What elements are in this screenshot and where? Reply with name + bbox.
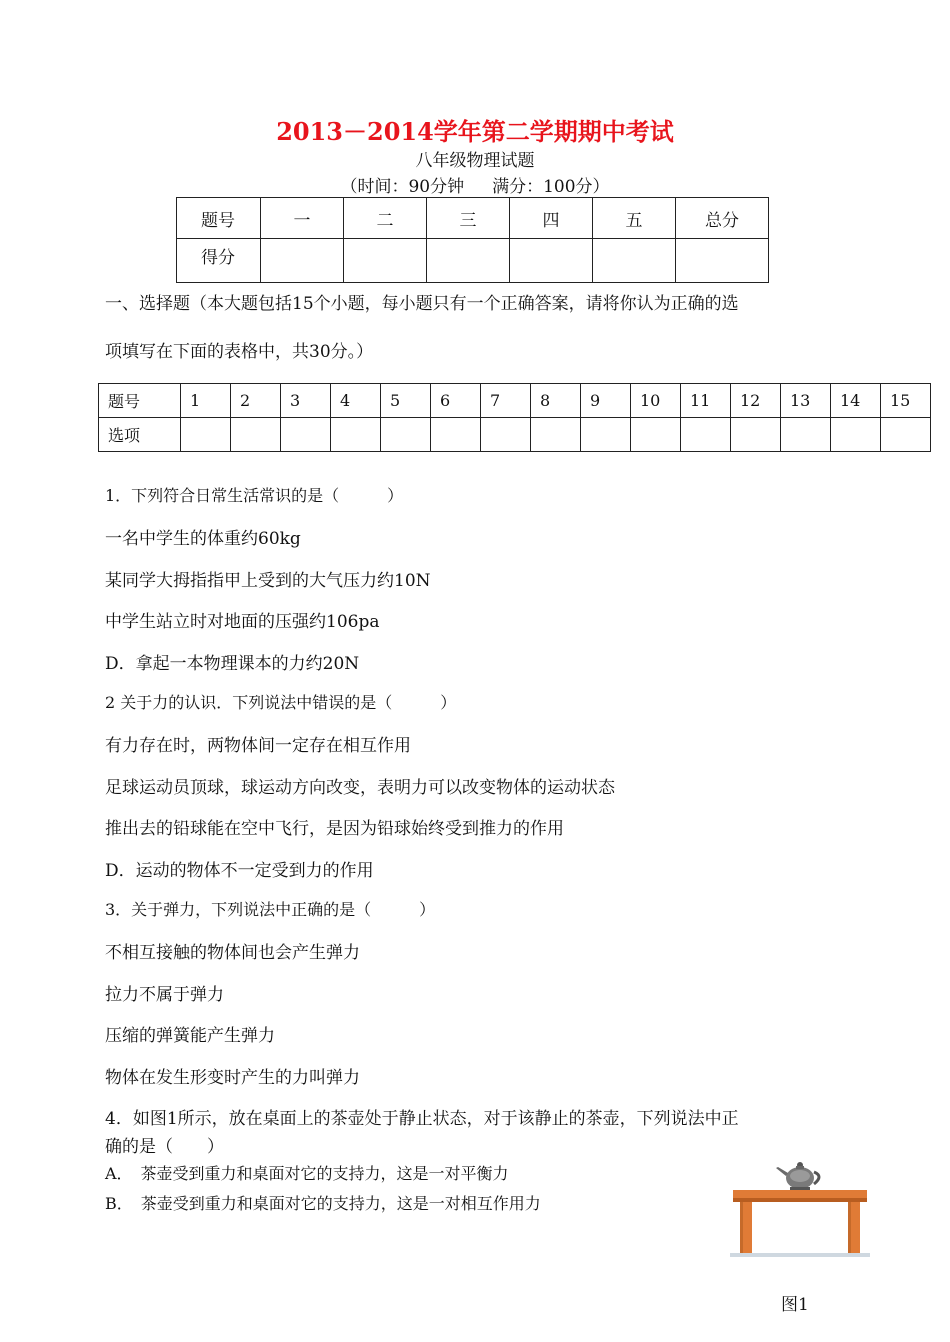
answer-header-cell: 14 <box>831 384 881 418</box>
question-1-stem: 1．下列符合日常生活常识的是（ ） <box>105 486 404 505</box>
exam-time-info <box>0 172 950 197</box>
answer-header-cell: 10 <box>631 384 681 418</box>
score-table-row <box>177 239 769 283</box>
answer-header-cell: 2 <box>231 384 281 418</box>
answer-cell <box>731 418 781 452</box>
answer-header-cell: 15 <box>881 384 931 418</box>
question-2-option: 推出去的铅球能在空中飞行，是因为铅球始终受到推力的作用 <box>105 819 564 839</box>
section1-intro-line2: 项填写在下面的表格中，共30分。） <box>105 342 374 362</box>
question-4-option: B． 茶壶受到重力和桌面对它的支持力，这是一对相互作用力 <box>105 1194 541 1213</box>
score-cell <box>261 239 344 283</box>
question-1-option: 某同学大拇指指甲上受到的大气压力约10N <box>105 571 431 591</box>
score-header-cell: 三 <box>427 198 510 239</box>
question-2-option: 有力存在时，两物体间一定存在相互作用 <box>105 736 411 756</box>
score-cell <box>427 239 510 283</box>
score-table-header-row <box>177 198 769 239</box>
answer-header-cell: 3 <box>281 384 331 418</box>
score-row-label: 得分 <box>177 239 261 283</box>
question-4-stem-line1: 4．如图1所示，放在桌面上的茶壶处于静止状态，对于该静止的茶壶，下列说法中正 <box>105 1109 739 1129</box>
answer-header-cell: 13 <box>781 384 831 418</box>
answer-header-cell: 题号 <box>99 384 181 418</box>
answer-cell <box>581 418 631 452</box>
answer-header-cell: 6 <box>431 384 481 418</box>
score-header-cell: 一 <box>261 198 344 239</box>
answer-table-row <box>99 418 931 452</box>
question-3-option: 压缩的弹簧能产生弹力 <box>105 1026 275 1046</box>
question-1-option: 一名中学生的体重约60kg <box>105 529 301 549</box>
answer-table <box>98 383 931 452</box>
exam-title: 2013－2014学年第二学期期中考试 <box>276 117 674 146</box>
answer-header-cell: 1 <box>181 384 231 418</box>
exam-time: （时间：90分钟 <box>340 177 465 197</box>
question-2-option: D．运动的物体不一定受到力的作用 <box>105 861 374 881</box>
answer-table-header-row <box>99 384 931 418</box>
floor-line <box>730 1253 870 1257</box>
score-cell <box>510 239 593 283</box>
answer-cell <box>231 418 281 452</box>
answer-cell <box>881 418 931 452</box>
exam-subtitle: 八年级物理试题 <box>415 151 535 171</box>
score-header-cell: 二 <box>344 198 427 239</box>
answer-cell <box>481 418 531 452</box>
score-header-cell: 五 <box>593 198 676 239</box>
answer-cell <box>431 418 481 452</box>
score-header-cell: 题号 <box>177 198 261 239</box>
teapot-icon <box>776 1162 819 1190</box>
table-apron <box>733 1198 867 1202</box>
answer-header-cell: 9 <box>581 384 631 418</box>
section1-intro-line1: 一、选择题（本大题包括15个小题，每小题只有一个正确答案，请将你认为正确的选 <box>105 294 739 314</box>
score-header-cell: 四 <box>510 198 593 239</box>
question-1-option: 中学生站立时对地面的压强约106pa <box>105 612 380 632</box>
answer-cell <box>831 418 881 452</box>
answer-header-cell: 11 <box>681 384 731 418</box>
question-2-stem: 2 关于力的认识．下列说法中错误的是（ ） <box>105 693 457 712</box>
question-2-option: 足球运动员顶球，球运动方向改变，表明力可以改变物体的运动状态 <box>105 778 615 798</box>
question-4-option: A． 茶壶受到重力和桌面对它的支持力，这是一对平衡力 <box>105 1164 509 1183</box>
question-3-stem: 3．关于弹力，下列说法中正确的是（ ） <box>105 900 436 919</box>
answer-cell <box>331 418 381 452</box>
score-cell <box>344 239 427 283</box>
question-3-option: 拉力不属于弹力 <box>105 985 224 1005</box>
score-cell <box>676 239 769 283</box>
question-3-option: 物体在发生形变时产生的力叫弹力 <box>105 1068 360 1088</box>
answer-cell <box>281 418 331 452</box>
answer-header-cell: 4 <box>331 384 381 418</box>
exam-full-score: 满分：100分） <box>492 177 610 197</box>
answer-cell <box>631 418 681 452</box>
question-3-option: 不相互接触的物体间也会产生弹力 <box>105 943 360 963</box>
answer-cell <box>531 418 581 452</box>
figure-caption: 图1 <box>781 1295 809 1315</box>
answer-cell <box>681 418 731 452</box>
score-table <box>176 197 769 283</box>
question-4-stem-line2: 确的是（ ） <box>105 1137 224 1157</box>
score-cell <box>593 239 676 283</box>
table-top <box>733 1190 867 1198</box>
answer-header-cell: 12 <box>731 384 781 418</box>
answer-cell <box>181 418 231 452</box>
answer-row-label: 选项 <box>99 418 181 452</box>
answer-header-cell: 7 <box>481 384 531 418</box>
answer-cell <box>381 418 431 452</box>
question-1-option: D．拿起一本物理课本的力约20N <box>105 654 360 674</box>
answer-header-cell: 5 <box>381 384 431 418</box>
answer-header-cell: 8 <box>531 384 581 418</box>
score-header-cell: 总分 <box>676 198 769 239</box>
teapot-on-table-figure <box>730 1158 870 1258</box>
answer-cell <box>781 418 831 452</box>
